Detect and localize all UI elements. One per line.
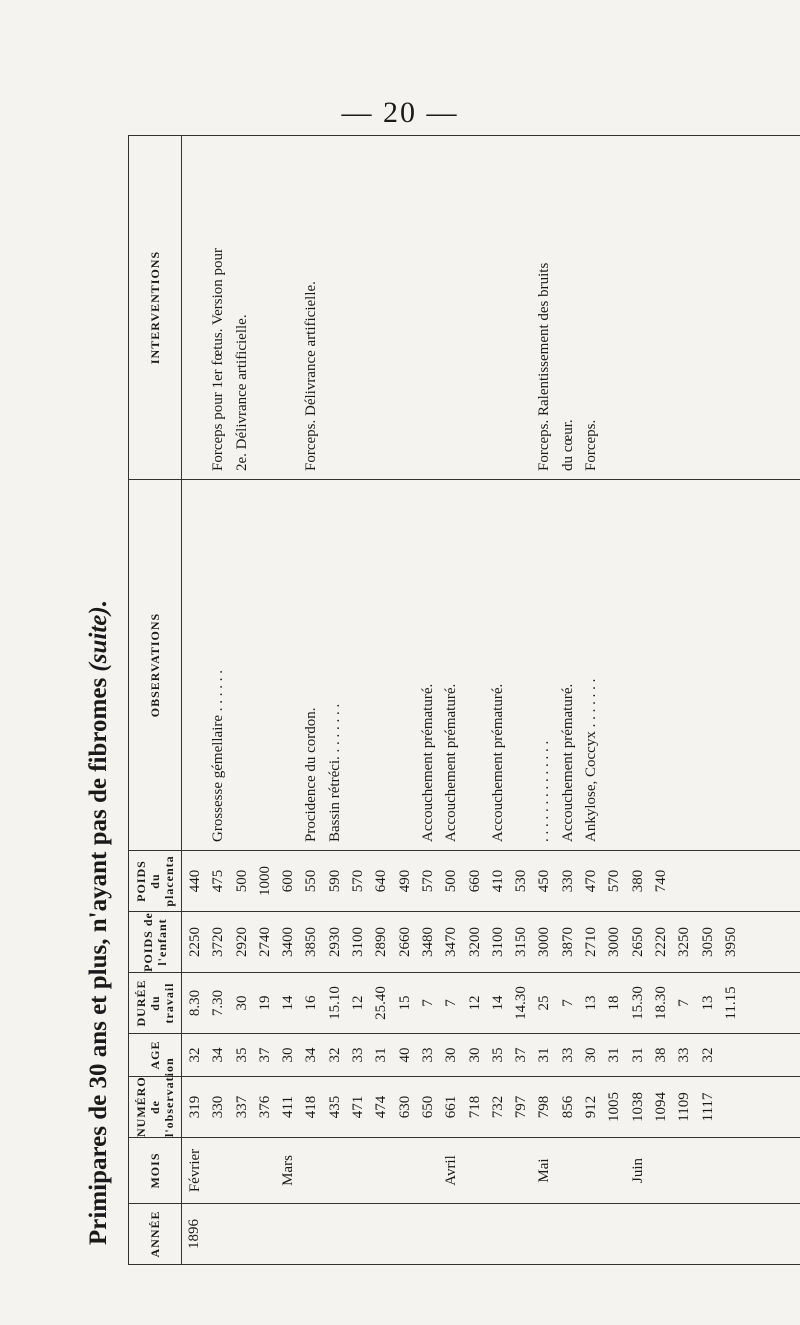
- poids-placenta-item: 500: [443, 869, 460, 893]
- ages-item: 34: [303, 1047, 320, 1063]
- observations-item: Bassin rétréci. . . . . . . .: [326, 703, 343, 842]
- numbers-item: 1109: [676, 1092, 693, 1122]
- months-item: [254, 1138, 277, 1203]
- numbers-cell: [182, 1077, 800, 1138]
- months-item: [790, 1138, 800, 1203]
- ages-item: 31: [629, 1047, 646, 1063]
- poids-placenta-item: 490: [396, 869, 413, 893]
- durees-cell: [182, 973, 800, 1034]
- observations-item: Ankylose, Coccyx . . . . . . .: [583, 678, 600, 842]
- table-title: [70, 145, 128, 1265]
- durees-item: 13: [583, 995, 600, 1011]
- months-item: [487, 1138, 510, 1203]
- ages-item: 33: [559, 1047, 576, 1063]
- numbers-item: 718: [466, 1095, 483, 1119]
- interventions-item: Forceps pour 1er fœtus. Version pour: [210, 247, 227, 471]
- poids-enfant-item: 3000: [606, 927, 623, 957]
- ages-item: 30: [466, 1047, 483, 1063]
- durees-item: 14.30: [513, 986, 530, 1020]
- interventions-item: [277, 136, 300, 479]
- months-item: Mai: [536, 1158, 553, 1183]
- durees-item: 18.30: [652, 986, 669, 1020]
- durees-item: 7.30: [210, 989, 227, 1017]
- ages-item: 33: [676, 1047, 693, 1063]
- poids-placenta-item: 1000: [256, 866, 273, 896]
- page-number: — 20 —: [341, 96, 459, 129]
- poids-enfant-item: 3720: [210, 927, 227, 957]
- poids-placenta-item: 570: [606, 869, 623, 893]
- numbers-item: 471: [350, 1095, 367, 1119]
- ages-item: 33: [419, 1047, 436, 1063]
- header-poids-placenta: POIDS du placenta: [129, 851, 182, 912]
- poids-placenta-item: 660: [466, 869, 483, 893]
- numbers-list: [182, 1077, 722, 1137]
- durees-item: 11.15: [722, 986, 739, 1020]
- poids-placenta-item: 470: [583, 869, 600, 893]
- header-interventions: INTERVENTIONS: [129, 136, 182, 480]
- poids-placenta-item: 475: [210, 869, 227, 893]
- observations-item: Accouchement prématuré.: [419, 683, 436, 842]
- poids-placenta-item: 530: [513, 869, 530, 893]
- months-item: [673, 1138, 696, 1203]
- poids-enfant-item: 3950: [722, 927, 739, 957]
- observations-item: Accouchement prématuré.: [559, 683, 576, 842]
- numbers-item: 797: [513, 1095, 530, 1119]
- durees-item: 30: [233, 995, 250, 1011]
- interventions-item: [347, 136, 370, 479]
- numbers-item: 376: [256, 1095, 273, 1119]
- durees-item: 18: [606, 995, 623, 1011]
- poids-enfant-item: 3150: [513, 927, 530, 957]
- durees-item: 13: [699, 995, 716, 1011]
- months-item: Juin: [629, 1158, 646, 1184]
- durees-list: [182, 973, 745, 1033]
- header-numero: NUMÉRO de l'observation: [129, 1077, 182, 1138]
- observations-item: [370, 480, 393, 850]
- months-item: [417, 1138, 440, 1203]
- ages-item: 31: [536, 1047, 553, 1063]
- months-item: [394, 1138, 417, 1203]
- months-item: [720, 1138, 743, 1203]
- poids-enfant-list: [182, 912, 745, 972]
- poids-enfant-item: 3850: [303, 927, 320, 957]
- durees-item: 19: [256, 995, 273, 1011]
- poids-placenta-item: 450: [536, 869, 553, 893]
- table-title-suffix: (suite).: [85, 600, 112, 672]
- ages-item: 38: [652, 1047, 669, 1063]
- numbers-item: 1094: [652, 1092, 669, 1122]
- poids-placenta-item: 600: [280, 869, 297, 893]
- header-annee: ANNÉE: [129, 1204, 182, 1265]
- observations-item: [231, 480, 254, 850]
- poids-placenta-item: 640: [373, 869, 390, 893]
- numbers-item: 732: [489, 1095, 506, 1119]
- durees-item: 25.40: [373, 986, 390, 1020]
- poids-enfant-item: 3870: [559, 927, 576, 957]
- observations-item: Grossesse gémellaire . . . . . .: [210, 669, 227, 842]
- poids-placenta-item: 380: [629, 869, 646, 893]
- ages-item: 30: [443, 1047, 460, 1063]
- ages-item: 40: [396, 1047, 413, 1063]
- numbers-item: 319: [187, 1095, 203, 1119]
- months-item: [370, 1138, 393, 1203]
- header-poids-enfant: POIDS de l'enfant: [129, 912, 182, 973]
- interventions-item: [394, 136, 417, 479]
- ages-item: 33: [350, 1047, 367, 1063]
- months-item: [650, 1138, 673, 1203]
- numbers-item: 474: [373, 1095, 390, 1119]
- months-item: [324, 1138, 347, 1203]
- rotated-table-block: [70, 145, 739, 1265]
- numbers-item: 912: [583, 1095, 600, 1119]
- numbers-item: 1005: [606, 1092, 623, 1122]
- months-item: [207, 1138, 230, 1203]
- observations-item: [277, 480, 300, 850]
- numbers-item: 411: [280, 1096, 297, 1118]
- numbers-item: 337: [233, 1095, 250, 1119]
- durees-item: 7: [443, 999, 460, 1007]
- interventions-item: Forceps.: [583, 419, 600, 471]
- durees-item: 7: [676, 999, 693, 1007]
- poids-enfant-item: 2740: [256, 927, 273, 957]
- poids-enfant-item: 2220: [652, 927, 669, 957]
- months-item: [766, 1138, 789, 1203]
- table-title-text: Primipares de 30 ans et plus, n'ayant pas de fibromes: [85, 677, 112, 1245]
- poids-enfant-item: 3050: [699, 927, 716, 957]
- ages-item: 37: [513, 1047, 530, 1063]
- observations-cell: [182, 480, 800, 851]
- poids-enfant-item: 3470: [443, 927, 460, 957]
- poids-enfant-item: 3400: [280, 927, 297, 957]
- poids-enfant-cell: [182, 912, 800, 973]
- poids-enfant-item: 2920: [233, 927, 250, 957]
- interventions-item: 2e. Délivrance artificielle.: [233, 314, 250, 471]
- interventions-item: [254, 136, 277, 479]
- poids-placenta-item: 500: [233, 869, 250, 893]
- poids-enfant-item: 3100: [489, 927, 506, 957]
- ages-list: [182, 1034, 722, 1076]
- header-mois: MOIS: [129, 1138, 182, 1204]
- months-item: Mars: [280, 1155, 297, 1186]
- data-table: [128, 135, 800, 1265]
- ages-item: 34: [210, 1047, 227, 1063]
- poids-enfant-item: 3100: [350, 927, 367, 957]
- durees-item: 16: [303, 995, 320, 1011]
- header-observations: OBSERVATIONS: [129, 480, 182, 851]
- months-list: [182, 1138, 800, 1203]
- interventions-list: [182, 136, 605, 479]
- numbers-item: 630: [396, 1095, 413, 1119]
- ages-item: 30: [583, 1047, 600, 1063]
- durees-item: 25: [536, 995, 553, 1011]
- months-item: [697, 1138, 720, 1203]
- observations-item: [347, 480, 370, 850]
- poids-placenta-item: 410: [489, 869, 506, 893]
- observations-item: [184, 480, 207, 850]
- poids-enfant-item: 3200: [466, 927, 483, 957]
- observations-item: [394, 480, 417, 850]
- interventions-item: [440, 136, 463, 479]
- poids-placenta-item: 440: [187, 869, 203, 893]
- header-duree: DURÉE du travail: [129, 973, 182, 1034]
- observations-item: [510, 480, 533, 850]
- poids-enfant-item: 2930: [326, 927, 343, 957]
- durees-item: 8.30: [187, 989, 203, 1017]
- durees-item: 14: [489, 995, 506, 1011]
- durees-item: 12: [350, 995, 367, 1011]
- observations-item: Procidence du cordon.: [303, 707, 320, 842]
- ages-item: 32: [187, 1047, 203, 1063]
- poids-enfant-item: 2250: [187, 927, 203, 957]
- poids-placenta-item: 590: [326, 869, 343, 893]
- interventions-item: [184, 136, 207, 479]
- numbers-item: 856: [559, 1095, 576, 1119]
- numbers-item: 418: [303, 1095, 320, 1119]
- poids-placenta-item: 570: [350, 869, 367, 893]
- poids-enfant-item: 3250: [676, 927, 693, 957]
- numbers-item: 330: [210, 1095, 227, 1119]
- year-value: 1896: [186, 1219, 202, 1249]
- months-item: [743, 1138, 766, 1203]
- numbers-item: 661: [443, 1095, 460, 1119]
- months-item: [464, 1138, 487, 1203]
- observations-item: [464, 480, 487, 850]
- header-age: AGE: [129, 1034, 182, 1077]
- ages-item: 31: [606, 1047, 623, 1063]
- months-cell: [182, 1138, 800, 1204]
- months-item: [231, 1138, 254, 1203]
- numbers-item: 650: [419, 1095, 436, 1119]
- poids-enfant-item: 2890: [373, 927, 390, 957]
- ages-item: 32: [699, 1047, 716, 1063]
- months-item: [300, 1138, 323, 1203]
- interventions-item: Forceps. Délivrance artificielle.: [303, 281, 320, 471]
- months-item: Avril: [443, 1155, 460, 1186]
- observations-item: [254, 480, 277, 850]
- months-item: [510, 1138, 533, 1203]
- numbers-item: 1038: [629, 1092, 646, 1122]
- poids-enfant-item: 2650: [629, 927, 646, 957]
- durees-item: 12: [466, 995, 483, 1011]
- interventions-item: [324, 136, 347, 479]
- poids-enfant-item: 2710: [583, 927, 600, 957]
- interventions-item: [370, 136, 393, 479]
- interventions-item: [487, 136, 510, 479]
- poids-placenta-cell: [182, 851, 800, 912]
- numbers-item: 435: [326, 1095, 343, 1119]
- months-item: [557, 1138, 580, 1203]
- year-cell: [182, 1204, 800, 1265]
- observations-item: . . . . . . . . . . . . . .: [536, 740, 553, 842]
- poids-enfant-item: 3480: [419, 927, 436, 957]
- header-row: [129, 136, 182, 1265]
- observations-item: Accouchement prématuré.: [489, 683, 506, 842]
- months-item: [603, 1138, 626, 1203]
- durees-item: 7: [419, 999, 436, 1007]
- observations-list: [182, 480, 605, 850]
- durees-item: 14: [280, 995, 297, 1011]
- poids-placenta-item: 550: [303, 869, 320, 893]
- ages-item: 31: [373, 1047, 390, 1063]
- poids-placenta-item: 330: [559, 869, 576, 893]
- ages-cell: [182, 1034, 800, 1077]
- interventions-item: du cœur.: [559, 419, 576, 471]
- durees-item: 15: [396, 995, 413, 1011]
- interventions-cell: [182, 136, 800, 480]
- months-item: Février: [187, 1148, 203, 1193]
- interventions-item: [510, 136, 533, 479]
- interventions-item: [464, 136, 487, 479]
- interventions-item: [417, 136, 440, 479]
- interventions-item: Forceps. Ralentissement des bruits: [536, 262, 553, 471]
- numbers-item: 798: [536, 1095, 553, 1119]
- body-row: [182, 136, 800, 1265]
- ages-item: 35: [489, 1047, 506, 1063]
- poids-enfant-item: 2660: [396, 927, 413, 957]
- durees-item: 15.10: [326, 986, 343, 1020]
- months-item: [580, 1138, 603, 1203]
- durees-item: 15.30: [629, 986, 646, 1020]
- numbers-item: 1117: [699, 1092, 716, 1122]
- poids-placenta-list: [182, 851, 675, 911]
- observations-item: Accouchement prématuré.: [443, 683, 460, 842]
- durees-item: 7: [559, 999, 576, 1007]
- ages-item: 37: [256, 1047, 273, 1063]
- poids-placenta-item: 740: [652, 869, 669, 893]
- ages-item: 30: [280, 1047, 297, 1063]
- ages-item: 32: [326, 1047, 343, 1063]
- months-item: [347, 1138, 370, 1203]
- poids-placenta-item: 570: [419, 869, 436, 893]
- poids-enfant-item: 3000: [536, 927, 553, 957]
- ages-item: 35: [233, 1047, 250, 1063]
